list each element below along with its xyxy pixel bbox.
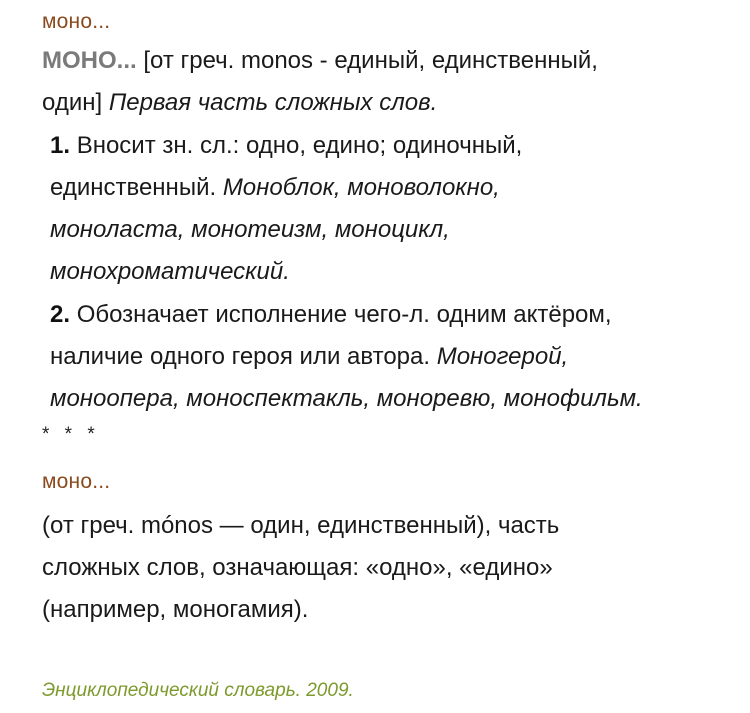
sense1-text2: единственный.: [50, 174, 217, 201]
sense2-number: 2.: [50, 301, 71, 328]
entry2-line-3: (например, моногамия).: [42, 596, 309, 623]
entry1-line-1: [42, 46, 598, 76]
sense1-number: 1.: [50, 132, 71, 159]
sense2-examples-2: моноопера, моноспектакль, моноревю, монофильм.: [50, 385, 643, 412]
entry-separator: * * *: [42, 424, 100, 445]
entry2-line-2: сложных слов, означающая: «одно», «едино»: [42, 554, 553, 581]
sense1-examples-1: Моноблок, моноволокно,: [222, 174, 500, 201]
sense2-line-2: [50, 342, 568, 372]
entry1-gloss: Первая часть сложных слов.: [108, 89, 438, 116]
sense1-examples-2: моноласта, монотеизм, моноцикл,: [50, 216, 450, 243]
entry1-etymology: [от греч. monos - единый, единственный,: [136, 47, 598, 74]
sense1-examples-3: монохроматический.: [50, 258, 290, 285]
sense2-line-1: [50, 300, 612, 330]
entry1-lemma: МОНО...: [42, 47, 137, 74]
sense2-text: Обозначает исполнение чего-л. одним актёром,: [76, 301, 612, 328]
sense2-text2: наличие одного героя или автора.: [50, 343, 431, 370]
sense2-examples-1: Моногерой,: [436, 343, 569, 370]
sense1-line-1: [50, 131, 522, 161]
entry1-headword[interactable]: моно...: [42, 10, 111, 33]
entry1-etymology-end: один]: [42, 89, 103, 116]
entry1-line-2: [42, 88, 437, 118]
source-citation[interactable]: Энциклопедический словарь. 2009.: [42, 680, 354, 701]
sense1-line-2: [50, 173, 500, 203]
sense1-text: Вносит зн. сл.: одно, едино; одиночный,: [76, 132, 523, 159]
entry2-headword[interactable]: моно...: [42, 470, 111, 493]
entry2-line-1: (от греч. mónos — один, единственный), часть: [42, 512, 560, 539]
